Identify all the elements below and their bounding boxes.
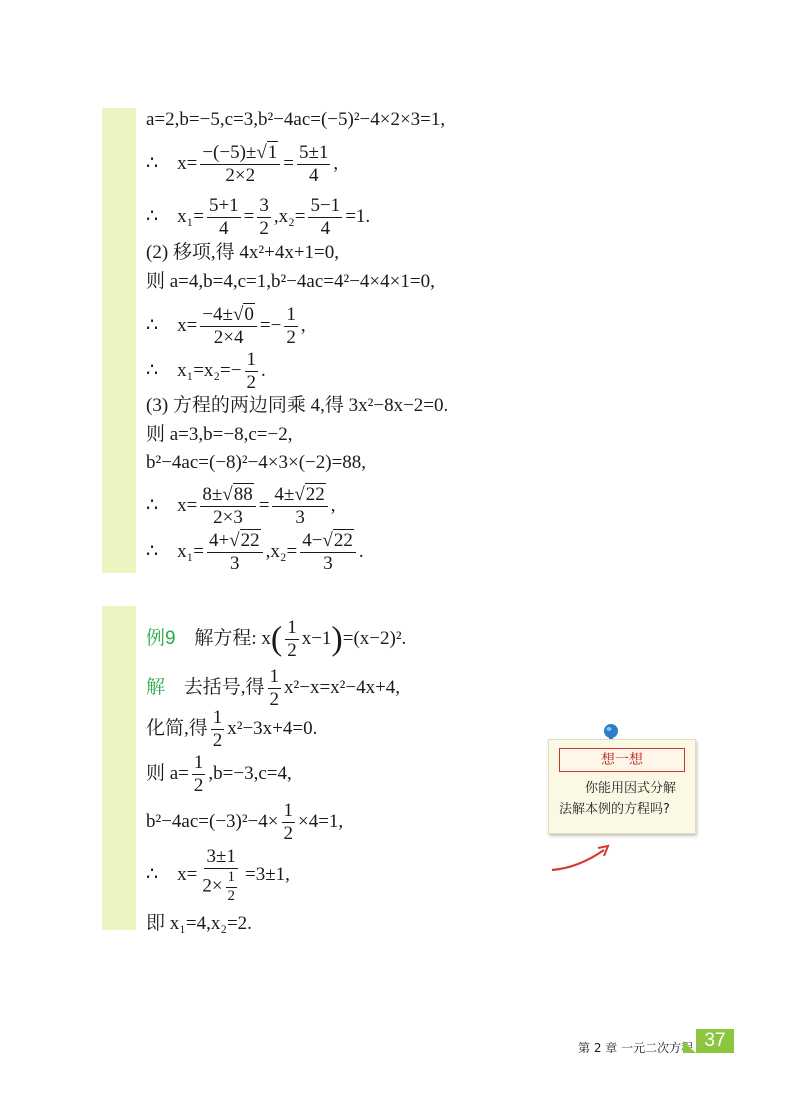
eq-line-7: ∴ x₁=x₂=− $\frac{1}{2}$ . <box>146 349 266 393</box>
fraction: $\frac{1}{2}$ <box>227 868 236 904</box>
therefore-symbol: ∴ <box>146 494 159 516</box>
therefore-symbol: ∴ <box>146 152 159 174</box>
fraction: $\frac{1}{2}$ <box>193 752 204 796</box>
therefore-symbol: ∴ <box>146 359 159 381</box>
margin-bar-top <box>102 108 136 573</box>
solution-line-6: 即 x₁=4,x₂=2. <box>146 913 252 934</box>
fraction: $\frac{1}{2}$ <box>283 800 293 844</box>
fraction: $\frac{3}{2}$ <box>259 195 269 239</box>
fraction: $\frac{5\pm 1}{4}$ <box>298 142 329 186</box>
curved-arrow-icon <box>548 842 618 876</box>
fraction: $\frac{-(-5)\pm√1}{2\times 2}$ <box>200 143 280 186</box>
eq-line-11: ∴ x= $\frac{8\pm√88}{2\times 3}$ = $\frac{4\pm√22}{3}$ , <box>146 484 336 528</box>
eq-line-4: (2) 移项,得 4x²+4x+1=0, <box>146 242 339 263</box>
solution-line-5: ∴ x= 3±1 2× $\frac{1}{2}$ =3±1, <box>146 846 290 904</box>
example-label: 例9 <box>146 627 176 649</box>
fraction: $\frac{5-1}{4}$ <box>310 195 341 239</box>
fraction: $\frac{-4\pm√0}{2\times 4}$ <box>200 305 257 348</box>
eq-line-12: ∴ x₁= $\frac{4+√22}{3}$ ,x₂= $\frac{4-√22}{3}$ . <box>146 530 364 574</box>
eq-line-10: b²−4ac=(−8)²−4×3×(−2)=88, <box>146 452 367 473</box>
eq-line-6: ∴ x= $\frac{-4\pm√0}{2\times 4}$ =− $\frac{1}{2}$ , <box>146 304 306 348</box>
margin-bar-bottom <box>102 606 136 930</box>
therefore-symbol: ∴ <box>146 205 159 227</box>
fraction: $\frac{1}{2}$ <box>286 304 296 348</box>
solution-line-3: 则 a= $\frac{1}{2}$ ,b=−3,c=4, <box>146 752 292 796</box>
fraction: $\frac{4\pm√22}{3}$ <box>272 485 327 528</box>
chapter-footer: 第 2 章 一元二次方程 <box>578 1041 694 1055</box>
solution-line-4: b²−4ac=(−3)²−4× $\frac{1}{2}$ ×4=1, <box>146 800 344 844</box>
fraction: $\frac{8\pm√88}{2\times 3}$ <box>200 485 255 528</box>
solution-line-1: 解 去括号,得 $\frac{1}{2}$ x²−x=x²−4x+4, <box>146 666 401 710</box>
eq-line-2: ∴ x= $\frac{-(-5)\pm√1}{2\times 2}$ = $\frac{5\pm 1}{4}$ , <box>146 142 339 186</box>
think-text: 你能用因式分解 法解本例的方程吗? <box>559 781 677 817</box>
therefore-symbol: ∴ <box>146 540 159 562</box>
right-paren: ) <box>331 620 343 658</box>
solution-line-2: 化简,得 $\frac{1}{2}$ x²−3x+4=0. <box>146 707 318 751</box>
think-card <box>548 739 696 834</box>
eq-line-8: (3) 方程的两边同乘 4,得 3x²−8x−2=0. <box>146 395 449 416</box>
left-paren: ( <box>270 620 283 658</box>
page-badge-tab <box>683 1029 696 1053</box>
eq-text: a=2,b=−5,c=3,b²−4ac=(−5)²−4×2×3=1, <box>146 109 446 130</box>
fraction: $\frac{5+1}{4}$ <box>208 195 239 239</box>
example-heading: 例9 解方程: x( $\frac{1}{2}$ x−1)=(x−2)². <box>146 617 407 661</box>
fraction: $\frac{4-√22}{3}$ <box>300 531 356 574</box>
eq-line-9: 则 a=3,b=−8,c=−2, <box>146 424 293 445</box>
eq-line-5: 则 a=4,b=4,c=1,b²−4ac=4²−4×4×1=0, <box>146 271 435 292</box>
fraction: $\frac{4+√22}{3}$ <box>207 531 263 574</box>
page-number: 37 <box>696 1029 734 1053</box>
fraction: 3±1 2× $\frac{1}{2}$ <box>202 846 236 904</box>
fraction: $\frac{1}{2}$ <box>269 666 280 710</box>
therefore-symbol: ∴ <box>146 314 159 336</box>
eq-line-1 <box>146 110 445 129</box>
eq-line-3: ∴ x₁= $\frac{5+1}{4}$ = $\frac{3}{2}$ ,x₂= $\frac{5-1}{4}$ =1. <box>146 195 371 239</box>
solution-label: 解 <box>146 676 166 698</box>
think-title: 想一想 <box>559 748 685 772</box>
fraction: $\frac{1}{2}$ <box>287 617 297 661</box>
fraction: $\frac{1}{2}$ <box>212 707 223 751</box>
therefore-symbol: ∴ <box>146 864 159 886</box>
eq-text: x= <box>177 152 198 174</box>
fraction: $\frac{1}{2}$ <box>246 349 256 393</box>
